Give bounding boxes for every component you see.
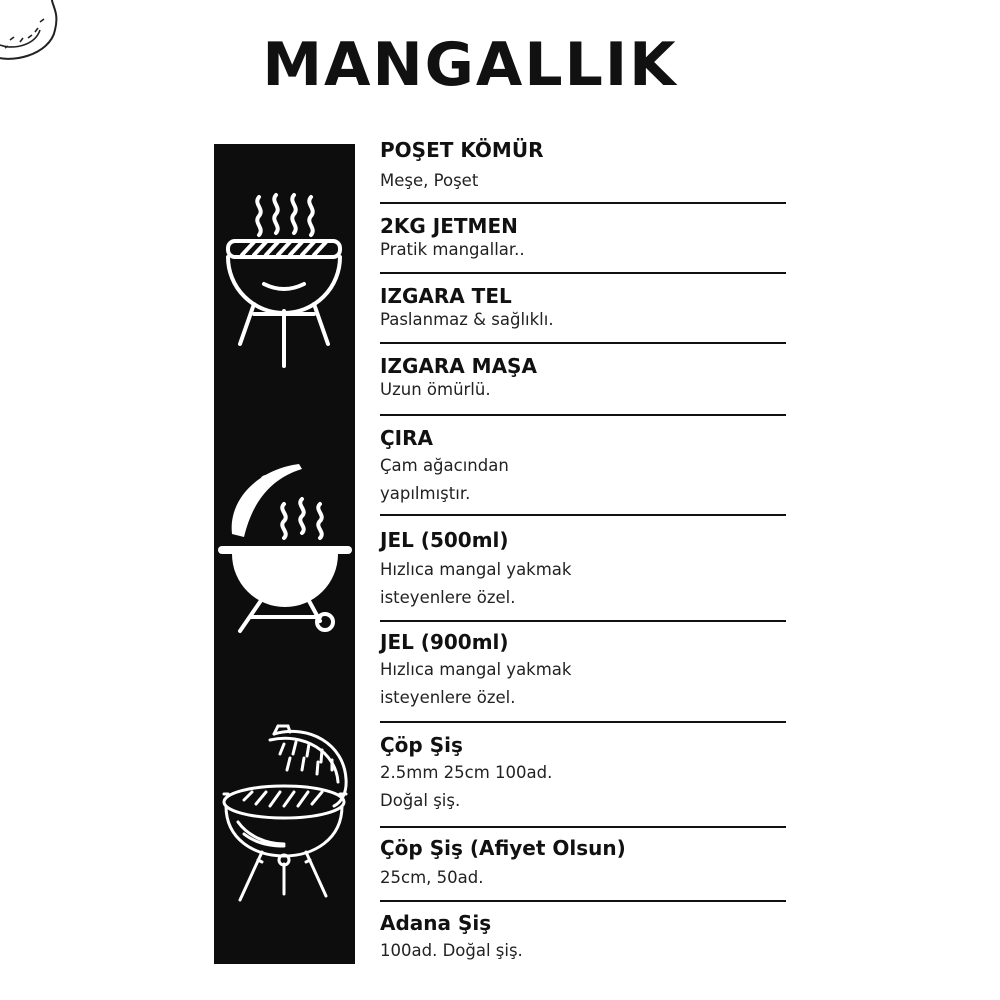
- bbq-grill-with-smoke-icon: [214, 189, 355, 374]
- divider: [380, 620, 786, 622]
- divider: [380, 900, 786, 902]
- item-name: JEL (900ml): [380, 630, 509, 654]
- item-description: Meşe, Poşet: [380, 171, 479, 190]
- divider: [380, 342, 786, 344]
- item-description: Hızlıca mangal yakmak isteyenlere özel.: [380, 560, 572, 607]
- page-title: MANGALLIK: [262, 30, 678, 100]
- divider: [380, 826, 786, 828]
- divider: [380, 414, 786, 416]
- item-name: Çöp Şiş (Afiyet Olsun): [380, 836, 626, 860]
- list-item: [380, 424, 786, 508]
- list-item: [380, 628, 786, 712]
- item-name: IZGARA TEL: [380, 284, 512, 308]
- item-name: Çöp Şiş: [380, 733, 463, 757]
- divider: [380, 721, 786, 723]
- divider: [380, 514, 786, 516]
- item-name: 2KG JETMEN: [380, 214, 518, 238]
- list-item: [380, 731, 786, 815]
- item-name: IZGARA MAŞA: [380, 354, 537, 378]
- divider: [380, 272, 786, 274]
- list-item: [380, 282, 786, 334]
- list-item: [380, 352, 786, 404]
- item-description: Paslanmaz & sağlıklı.: [380, 310, 554, 329]
- item-name: POŞET KÖMÜR: [380, 138, 544, 162]
- list-item: [380, 212, 786, 264]
- side-panel: [214, 144, 355, 964]
- item-description: Hızlıca mangal yakmak isteyenlere özel.: [380, 660, 572, 707]
- list-item: [380, 834, 786, 892]
- item-name: JEL (500ml): [380, 528, 509, 552]
- item-name: ÇIRA: [380, 426, 433, 450]
- item-description: Çam ağacından yapılmıştır.: [380, 456, 509, 503]
- item-description: 25cm, 50ad.: [380, 868, 484, 887]
- kettle-grill-open-lid-icon: [214, 459, 355, 634]
- item-description: 100ad. Doğal şiş.: [380, 941, 523, 960]
- item-description: 2.5mm 25cm 100ad. Doğal şiş.: [380, 763, 553, 810]
- item-name: Adana Şiş: [380, 911, 492, 935]
- list-item: [380, 526, 786, 612]
- item-description: Pratik mangallar..: [380, 240, 525, 259]
- list-item: [380, 909, 786, 965]
- kettle-grill-sketch-icon: [214, 714, 355, 904]
- divider: [380, 202, 786, 204]
- list-item: [380, 136, 786, 195]
- item-description: Uzun ömürlü.: [380, 380, 491, 399]
